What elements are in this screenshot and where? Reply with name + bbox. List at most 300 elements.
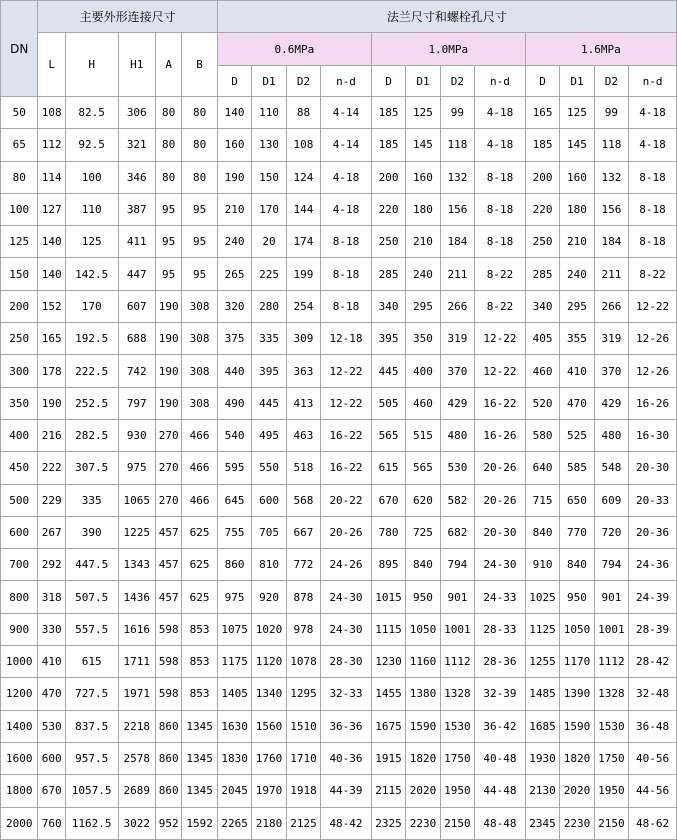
table-cell: 705: [252, 516, 286, 548]
table-row: [1, 226, 677, 258]
table-cell: 1630: [217, 710, 251, 742]
table-cell: 199: [286, 258, 320, 290]
table-cell: 466: [182, 484, 218, 516]
table-cell: 1380: [406, 678, 440, 710]
table-cell: 319: [594, 323, 628, 355]
table-cell: 445: [371, 355, 405, 387]
table-cell: 165: [525, 97, 559, 129]
table-cell: 1915: [371, 742, 405, 774]
table-cell: 1830: [217, 742, 251, 774]
table-cell: 220: [525, 193, 559, 225]
table-cell: 28-36: [475, 646, 526, 678]
table-cell: 254: [286, 290, 320, 322]
table-row: [1, 193, 677, 225]
col-header-h: H: [65, 33, 118, 97]
table-cell: 1075: [217, 613, 251, 645]
table-cell: 252.5: [65, 387, 118, 419]
table-cell: 99: [440, 97, 474, 129]
table-cell: 165: [38, 323, 65, 355]
dn-cell: 800: [1, 581, 38, 613]
table-cell: 8-18: [475, 193, 526, 225]
table-cell: 28-30: [321, 646, 372, 678]
table-cell: 145: [560, 129, 594, 161]
table-cell: 853: [182, 613, 218, 645]
table-cell: 390: [65, 516, 118, 548]
table-cell: 370: [440, 355, 474, 387]
table-cell: 400: [406, 355, 440, 387]
table-cell: 410: [38, 646, 65, 678]
table-cell: 16-22: [321, 419, 372, 451]
table-cell: 82.5: [65, 97, 118, 129]
table-cell: 930: [118, 419, 155, 451]
table-cell: 1590: [406, 710, 440, 742]
table-row: [1, 161, 677, 193]
table-cell: 1710: [286, 742, 320, 774]
table-cell: 625: [182, 581, 218, 613]
table-cell: 460: [406, 387, 440, 419]
table-cell: 124: [286, 161, 320, 193]
table-row: [1, 419, 677, 451]
table-row: [1, 129, 677, 161]
table-cell: 112: [38, 129, 65, 161]
table-cell: 8-18: [475, 161, 526, 193]
table-cell: 266: [440, 290, 474, 322]
table-cell: 1971: [118, 678, 155, 710]
table-cell: 36-36: [321, 710, 372, 742]
table-cell: 755: [217, 516, 251, 548]
table-cell: 975: [118, 452, 155, 484]
table-cell: 140: [38, 258, 65, 290]
dn-cell: 1800: [1, 775, 38, 807]
table-cell: 190: [217, 161, 251, 193]
dn-cell: 500: [1, 484, 38, 516]
table-row: [1, 581, 677, 613]
table-cell: 16-22: [321, 452, 372, 484]
table-cell: 600: [252, 484, 286, 516]
table-cell: 20-30: [475, 516, 526, 548]
table-cell: 24-30: [321, 613, 372, 645]
table-cell: 20-33: [629, 484, 677, 516]
table-cell: 540: [217, 419, 251, 451]
table-cell: 2150: [594, 807, 628, 839]
table-cell: 2115: [371, 775, 405, 807]
table-cell: 110: [252, 97, 286, 129]
table-row: [1, 387, 677, 419]
table-cell: 210: [406, 226, 440, 258]
table-cell: 178: [38, 355, 65, 387]
table-cell: 225: [252, 258, 286, 290]
table-cell: 548: [594, 452, 628, 484]
dn-cell: 450: [1, 452, 38, 484]
table-cell: 411: [118, 226, 155, 258]
table-cell: 480: [440, 419, 474, 451]
table-cell: 667: [286, 516, 320, 548]
table-cell: 80: [182, 161, 218, 193]
table-cell: 44-48: [475, 775, 526, 807]
header-row-pressure: [1, 33, 677, 66]
table-cell: 80: [156, 161, 182, 193]
table-cell: 1112: [440, 646, 474, 678]
table-cell: 860: [217, 549, 251, 581]
table-cell: 595: [217, 452, 251, 484]
table-cell: 565: [371, 419, 405, 451]
table-cell: 125: [406, 97, 440, 129]
table-cell: 715: [525, 484, 559, 516]
table-cell: 1560: [252, 710, 286, 742]
col-header-d1: D1: [406, 66, 440, 97]
table-cell: 550: [252, 452, 286, 484]
table-cell: 2020: [406, 775, 440, 807]
table-cell: 975: [217, 581, 251, 613]
table-cell: 878: [286, 581, 320, 613]
table-cell: 1436: [118, 581, 155, 613]
table-cell: 1930: [525, 742, 559, 774]
table-cell: 1685: [525, 710, 559, 742]
table-cell: 127: [38, 193, 65, 225]
table-cell: 760: [38, 807, 65, 839]
table-cell: 8-18: [321, 290, 372, 322]
table-cell: 44-39: [321, 775, 372, 807]
table-cell: 1025: [525, 581, 559, 613]
table-cell: 460: [525, 355, 559, 387]
table-cell: 4-18: [475, 97, 526, 129]
table-cell: 250: [371, 226, 405, 258]
col-header-d1: D1: [560, 66, 594, 97]
table-cell: 308: [182, 355, 218, 387]
table-row: [1, 452, 677, 484]
table-cell: 335: [252, 323, 286, 355]
table-cell: 1345: [182, 742, 218, 774]
table-cell: 447.5: [65, 549, 118, 581]
table-cell: 920: [252, 581, 286, 613]
table-cell: 8-22: [629, 258, 677, 290]
table-cell: 95: [156, 226, 182, 258]
table-row: [1, 516, 677, 548]
table-cell: 1590: [560, 710, 594, 742]
table-cell: 12-26: [629, 323, 677, 355]
pressure-header-1-6mpa: 1.6MPa: [525, 33, 676, 66]
table-row: [1, 807, 677, 839]
dn-cell: 100: [1, 193, 38, 225]
table-cell: 1328: [594, 678, 628, 710]
dn-cell: 350: [1, 387, 38, 419]
col-header-n-d: n-d: [629, 66, 677, 97]
table-cell: 840: [525, 516, 559, 548]
table-cell: 95: [182, 258, 218, 290]
table-cell: 568: [286, 484, 320, 516]
table-cell: 95: [182, 193, 218, 225]
table-cell: 582: [440, 484, 474, 516]
table-cell: 957.5: [65, 742, 118, 774]
table-cell: 615: [65, 646, 118, 678]
table-cell: 615: [371, 452, 405, 484]
table-cell: 463: [286, 419, 320, 451]
table-cell: 28-33: [475, 613, 526, 645]
table-cell: 20-26: [321, 516, 372, 548]
dn-cell: 400: [1, 419, 38, 451]
table-cell: 170: [65, 290, 118, 322]
table-cell: 132: [440, 161, 474, 193]
table-cell: 229: [38, 484, 65, 516]
table-cell: 340: [525, 290, 559, 322]
table-cell: 625: [182, 549, 218, 581]
table-cell: 8-18: [321, 258, 372, 290]
table-cell: 429: [440, 387, 474, 419]
table-cell: 457: [156, 549, 182, 581]
table-cell: 2265: [217, 807, 251, 839]
table-cell: 1160: [406, 646, 440, 678]
dn-cell: 1000: [1, 646, 38, 678]
table-cell: 853: [182, 646, 218, 678]
table-cell: 12-22: [475, 355, 526, 387]
table-cell: 1001: [594, 613, 628, 645]
col-header-l: L: [38, 33, 65, 97]
table-cell: 770: [560, 516, 594, 548]
table-cell: 1255: [525, 646, 559, 678]
table-cell: 1616: [118, 613, 155, 645]
dn-cell: 200: [1, 290, 38, 322]
table-cell: 95: [156, 193, 182, 225]
table-cell: 145: [406, 129, 440, 161]
main-dimensions-header: 主要外形连接尺寸: [38, 1, 217, 33]
table-cell: 95: [156, 258, 182, 290]
table-cell: 609: [594, 484, 628, 516]
table-cell: 1112: [594, 646, 628, 678]
table-cell: 1485: [525, 678, 559, 710]
table-cell: 211: [440, 258, 474, 290]
table-cell: 688: [118, 323, 155, 355]
table-cell: 222.5: [65, 355, 118, 387]
table-cell: 184: [594, 226, 628, 258]
table-cell: 40-36: [321, 742, 372, 774]
table-cell: 12-26: [629, 355, 677, 387]
dn-cell: 900: [1, 613, 38, 645]
table-cell: 670: [371, 484, 405, 516]
table-cell: 1001: [440, 613, 474, 645]
table-cell: 1125: [525, 613, 559, 645]
table-cell: 8-18: [321, 226, 372, 258]
table-cell: 152: [38, 290, 65, 322]
table-cell: 28-42: [629, 646, 677, 678]
col-header-d2: D2: [594, 66, 628, 97]
table-row: [1, 549, 677, 581]
table-cell: 4-14: [321, 97, 372, 129]
table-cell: 267: [38, 516, 65, 548]
table-row: [1, 710, 677, 742]
table-cell: 2218: [118, 710, 155, 742]
table-cell: 190: [156, 290, 182, 322]
dn-cell: 80: [1, 161, 38, 193]
table-cell: 335: [65, 484, 118, 516]
dn-cell: 250: [1, 323, 38, 355]
table-cell: 413: [286, 387, 320, 419]
col-header-d2: D2: [286, 66, 320, 97]
table-cell: 185: [371, 129, 405, 161]
table-cell: 840: [560, 549, 594, 581]
table-cell: 490: [217, 387, 251, 419]
table-cell: 720: [594, 516, 628, 548]
table-cell: 321: [118, 129, 155, 161]
table-cell: 607: [118, 290, 155, 322]
table-cell: 410: [560, 355, 594, 387]
table-cell: 118: [440, 129, 474, 161]
table-cell: 140: [38, 226, 65, 258]
dn-cell: 65: [1, 129, 38, 161]
table-cell: 466: [182, 419, 218, 451]
table-cell: 1225: [118, 516, 155, 548]
table-row: [1, 742, 677, 774]
table-cell: 144: [286, 193, 320, 225]
table-cell: 190: [38, 387, 65, 419]
table-cell: 901: [440, 581, 474, 613]
col-header-d: D: [217, 66, 251, 97]
table-cell: 216: [38, 419, 65, 451]
table-cell: 156: [440, 193, 474, 225]
table-cell: 480: [594, 419, 628, 451]
table-cell: 4-18: [629, 97, 677, 129]
table-cell: 265: [217, 258, 251, 290]
table-cell: 530: [440, 452, 474, 484]
table-cell: 88: [286, 97, 320, 129]
col-header-n-d: n-d: [475, 66, 526, 97]
table-cell: 12-22: [321, 355, 372, 387]
table-cell: 36-48: [629, 710, 677, 742]
table-cell: 370: [594, 355, 628, 387]
table-cell: 32-33: [321, 678, 372, 710]
table-cell: 1162.5: [65, 807, 118, 839]
table-cell: 4-18: [475, 129, 526, 161]
table-cell: 2020: [560, 775, 594, 807]
table-cell: 742: [118, 355, 155, 387]
table-cell: 306: [118, 97, 155, 129]
table-row: [1, 678, 677, 710]
table-cell: 308: [182, 323, 218, 355]
table-cell: 100: [65, 161, 118, 193]
table-cell: 160: [217, 129, 251, 161]
col-header-h1: H1: [118, 33, 155, 97]
table-cell: 270: [156, 419, 182, 451]
header-row-groups: [1, 1, 677, 33]
table-cell: 405: [525, 323, 559, 355]
table-cell: 466: [182, 452, 218, 484]
table-cell: 1057.5: [65, 775, 118, 807]
table-cell: 24-26: [321, 549, 372, 581]
table-cell: 2325: [371, 807, 405, 839]
table-cell: 282.5: [65, 419, 118, 451]
table-cell: 48-62: [629, 807, 677, 839]
table-cell: 1170: [560, 646, 594, 678]
table-cell: 1950: [594, 775, 628, 807]
table-cell: 772: [286, 549, 320, 581]
flange-dimensions-header: 法兰尺寸和螺栓孔尺寸: [217, 1, 676, 33]
table-cell: 270: [156, 484, 182, 516]
table-cell: 1510: [286, 710, 320, 742]
table-cell: 150: [252, 161, 286, 193]
table-cell: 309: [286, 323, 320, 355]
table-cell: 308: [182, 290, 218, 322]
table-cell: 901: [594, 581, 628, 613]
table-cell: 4-18: [321, 193, 372, 225]
col-header-n-d: n-d: [321, 66, 372, 97]
table-cell: 170: [252, 193, 286, 225]
table-cell: 80: [156, 97, 182, 129]
table-cell: 797: [118, 387, 155, 419]
table-cell: 1530: [594, 710, 628, 742]
table-cell: 250: [525, 226, 559, 258]
table-cell: 114: [38, 161, 65, 193]
col-header-d: D: [371, 66, 405, 97]
table-cell: 8-18: [629, 226, 677, 258]
table-cell: 48-48: [475, 807, 526, 839]
table-cell: 285: [525, 258, 559, 290]
dn-header: DN: [1, 1, 38, 97]
table-cell: 118: [594, 129, 628, 161]
table-cell: 270: [156, 452, 182, 484]
table-cell: 32-39: [475, 678, 526, 710]
table-cell: 725: [406, 516, 440, 548]
dn-cell: 700: [1, 549, 38, 581]
table-cell: 1230: [371, 646, 405, 678]
table-cell: 565: [406, 452, 440, 484]
table-cell: 1820: [406, 742, 440, 774]
table-cell: 295: [406, 290, 440, 322]
table-cell: 24-39: [629, 581, 677, 613]
table-cell: 1760: [252, 742, 286, 774]
table-cell: 1405: [217, 678, 251, 710]
table-cell: 1020: [252, 613, 286, 645]
table-cell: 211: [594, 258, 628, 290]
table-row: [1, 290, 677, 322]
dn-cell: 600: [1, 516, 38, 548]
table-cell: 1050: [406, 613, 440, 645]
table-cell: 445: [252, 387, 286, 419]
table-cell: 1345: [182, 775, 218, 807]
dn-cell: 150: [1, 258, 38, 290]
table-cell: 1530: [440, 710, 474, 742]
table-cell: 16-22: [475, 387, 526, 419]
pressure-header-1-0mpa: 1.0MPa: [371, 33, 525, 66]
table-cell: 340: [371, 290, 405, 322]
table-cell: 530: [38, 710, 65, 742]
table-cell: 132: [594, 161, 628, 193]
table-cell: 1295: [286, 678, 320, 710]
table-cell: 1343: [118, 549, 155, 581]
table-cell: 1820: [560, 742, 594, 774]
table-row: [1, 484, 677, 516]
table-cell: 1175: [217, 646, 251, 678]
table-cell: 110: [65, 193, 118, 225]
table-cell: 2150: [440, 807, 474, 839]
table-cell: 16-26: [475, 419, 526, 451]
table-cell: 185: [371, 97, 405, 129]
table-cell: 440: [217, 355, 251, 387]
table-cell: 598: [156, 646, 182, 678]
table-cell: 457: [156, 581, 182, 613]
table-cell: 620: [406, 484, 440, 516]
table-cell: 950: [406, 581, 440, 613]
table-cell: 125: [65, 226, 118, 258]
table-cell: 240: [406, 258, 440, 290]
table-cell: 395: [371, 323, 405, 355]
dn-cell: 2000: [1, 807, 38, 839]
table-cell: 330: [38, 613, 65, 645]
col-header-a: A: [156, 33, 182, 97]
table-cell: 1328: [440, 678, 474, 710]
table-cell: 200: [525, 161, 559, 193]
table-cell: 429: [594, 387, 628, 419]
table-cell: 950: [560, 581, 594, 613]
table-cell: 28-39: [629, 613, 677, 645]
